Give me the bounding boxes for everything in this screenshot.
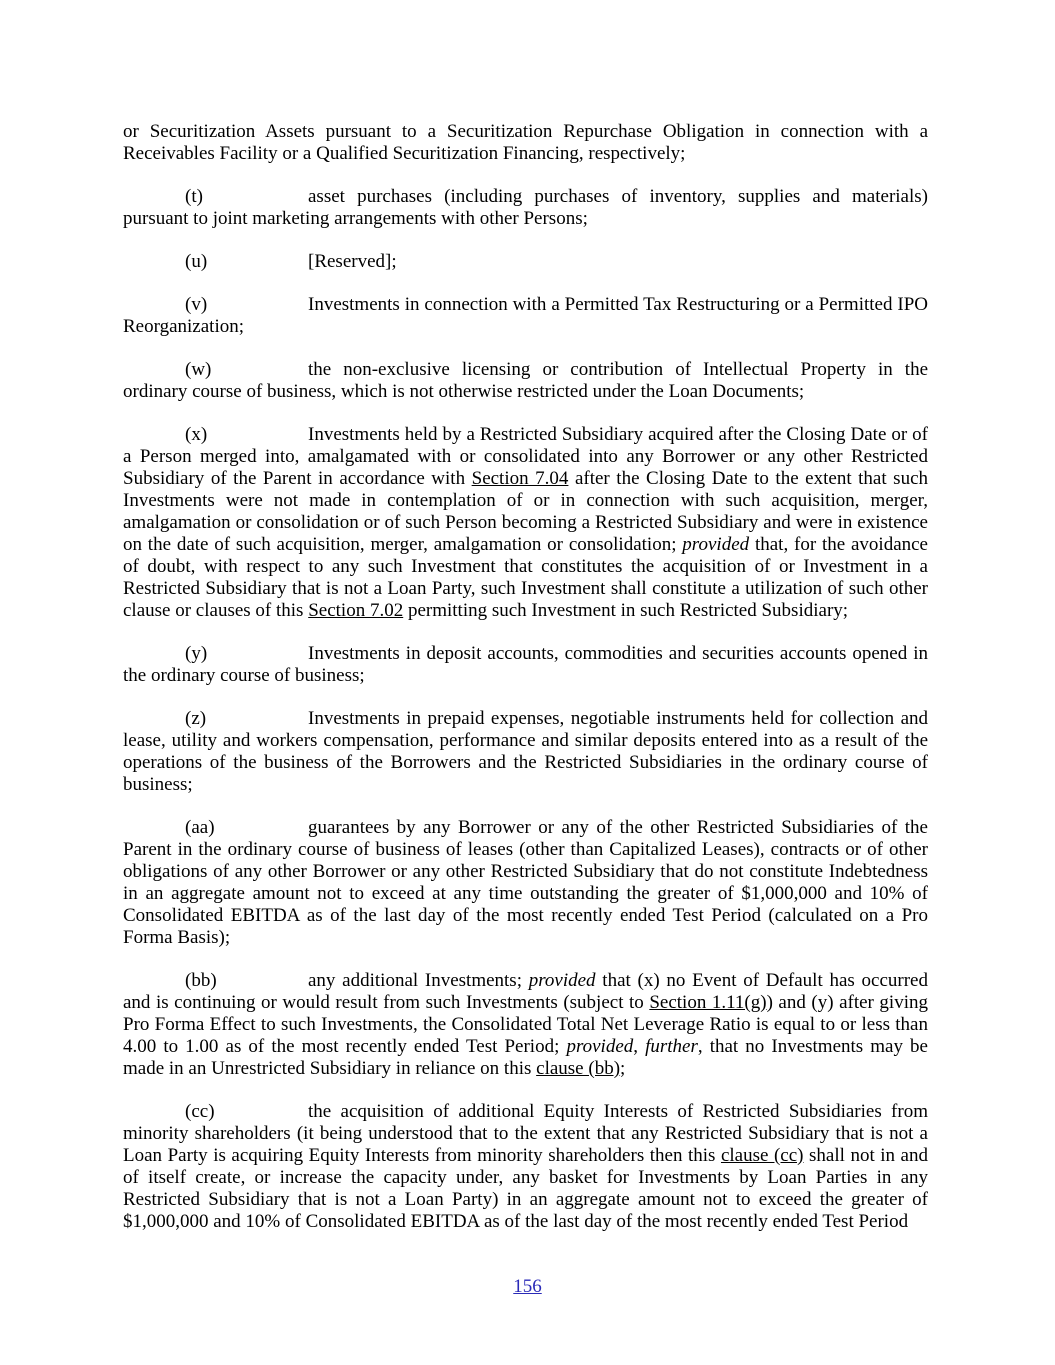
cross-reference: Section 7.04 [471, 468, 569, 489]
paragraph [123, 251, 928, 273]
text-segment: provided [682, 534, 750, 555]
text-segment: after the Closing Date to the extent that such Investments were not made in contemplation of or in connection with such acquisition, merger, amalgamation or consolidation or of such Person becoming a Restricted Subsidiary and were in existence on the date of such acquisition, merger, amalgamation or consolidation; [123, 468, 928, 555]
paragraph [123, 359, 928, 403]
paragraph [123, 817, 928, 949]
cross-reference: clause (bb) [536, 1058, 621, 1079]
page-footer [0, 1276, 1055, 1298]
paragraph [123, 970, 928, 1080]
cross-reference: Section 1.11(g) [649, 992, 767, 1013]
text-segment: the non-exclusive licensing or contribution of Intellectual Property in the ordinary course of business, which is not otherwise restricted under the Loan Documents; [123, 359, 928, 402]
paragraph-label: (aa) [185, 817, 215, 838]
text-segment: , that no Investments may be made in an Unrestricted Subsidiary in reliance on this [123, 1036, 928, 1079]
document-body [123, 121, 928, 1233]
paragraph [123, 294, 928, 338]
text-segment: , [633, 1036, 646, 1057]
text-segment: the acquisition of additional Equity Interests of Restricted Subsidiaries from minority shareholders (it being understood that to the extent that any Restricted Subsidiary that is not a Loan Party is acquiring Equity Interests from minority shareholders then this [123, 1101, 928, 1166]
text-segment: any additional Investments; [308, 970, 529, 991]
text-segment: ) and (y) after giving Pro Forma Effect to such Investments, the Consolidated Total Net Leverage Ratio is equal to or less than 4.00 to 1.00 as of the most recently ended Test Period; [123, 992, 928, 1057]
cross-reference: Section 7.02 [308, 600, 404, 621]
page-number-link[interactable]: 156 [513, 1276, 542, 1297]
text-segment: provided [528, 970, 596, 991]
paragraph-label: (t) [185, 186, 203, 207]
paragraph-label: (x) [185, 424, 208, 445]
text-segment: Investments in deposit accounts, commodities and securities accounts opened in the ordinary course of business; [123, 643, 928, 686]
text-segment: that (x) no Event of Default has occurred and is continuing or would result from such Investments (subject to [123, 970, 928, 1013]
paragraph [123, 643, 928, 687]
paragraph-label: (z) [185, 708, 207, 729]
cross-reference: clause (cc) [720, 1145, 804, 1166]
text-segment: provided [566, 1036, 634, 1057]
paragraph-label: (cc) [185, 1101, 215, 1122]
text-segment: [Reserved]; [308, 251, 397, 272]
text-segment: that, for the avoidance of doubt, with respect to any such Investment that constitutes the acquisition of or Investment in a Restricted Subsidiary that is not a Loan Party, such Investment shall constitute a utilization of such other clause or clauses of this [123, 534, 928, 621]
paragraph [123, 708, 928, 796]
paragraph [123, 1101, 928, 1233]
text-segment: shall not in and of itself create, or increase the capacity under, any basket for Investments by Loan Parties in any Restricted Subsidiary that is not a Loan Party) in an aggregate amount not to exceed the greater of $1,000,000 and 10% of Consolidated EBITDA as of the last day of the most recently ended Test Period [123, 1145, 928, 1232]
paragraph [123, 424, 928, 622]
text-segment: asset purchases (including purchases of inventory, supplies and materials) pursuant to joint marketing arrangements with other Persons; [123, 186, 928, 229]
text-segment: ; [620, 1058, 626, 1079]
paragraph [123, 121, 928, 165]
paragraph-label: (y) [185, 643, 208, 664]
text-segment: Investments held by a Restricted Subsidiary acquired after the Closing Date or of a Person merged into, amalgamated with or consolidated into any Borrower or any other Restricted Subsidiary of the Parent in accordance with [123, 424, 928, 489]
text-segment: or Securitization Assets pursuant to a Securitization Repurchase Obligation in connection with a Receivables Facility or a Qualified Securitization Financing, respectively; [123, 121, 928, 164]
text-segment: further [645, 1036, 698, 1057]
text-segment: guarantees by any Borrower or any of the other Restricted Subsidiaries of the Parent in the ordinary course of business of leases (other than Capitalized Leases), contracts or of other obligations of any other Borrower or any other Restricted Subsidiary that do not constitute Indebtedness in an aggregate amount not to exceed at any time outstanding the greater of $1,000,000 and 10% of Consolidated EBITDA as of the last day of the most recently ended Test Period (calculated on a Pro Forma Basis); [123, 817, 928, 948]
paragraph [123, 186, 928, 230]
paragraph-label: (u) [185, 251, 208, 272]
text-segment: Investments in connection with a Permitted Tax Restructuring or a Permitted IPO Reorganization; [123, 294, 928, 337]
text-segment: permitting such Investment in such Restricted Subsidiary; [403, 600, 849, 621]
text-segment: Investments in prepaid expenses, negotiable instruments held for collection and lease, utility and workers compensation, performance and similar deposits entered into as a result of the operations of the business of the Borrowers and the Restricted Subsidiaries in the ordinary course of business; [123, 708, 928, 795]
paragraph-label: (v) [185, 294, 208, 315]
paragraph-label: (bb) [185, 970, 217, 991]
paragraph-label: (w) [185, 359, 212, 380]
